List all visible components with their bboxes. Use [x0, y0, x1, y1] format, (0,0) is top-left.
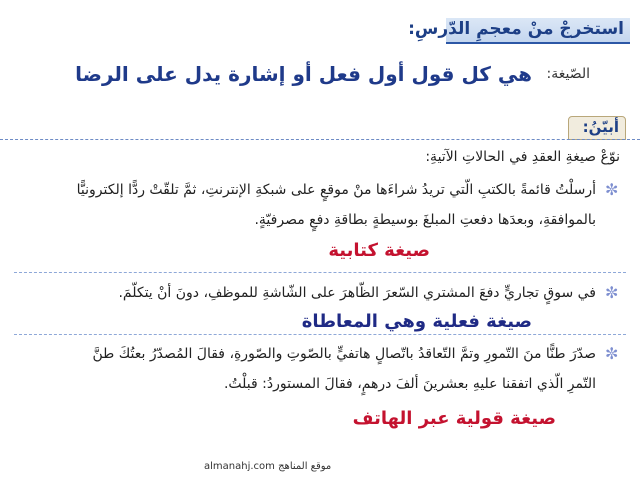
- item-1-line-2: بالموافقةِ، وبعدَها دفعتِ المبلغَ بوسيطةٍ بطاقةِ دفعٍ مصرفيّةٍ.: [254, 212, 596, 228]
- footer-watermark: موقع المناهج almanahj.com: [204, 461, 332, 472]
- item-3-answer: صيغة قولية عبر الهاتف: [352, 408, 556, 429]
- item-divider: [14, 272, 626, 273]
- header-title: استخرجْ منْ معجمِ الدّرسِ:: [408, 19, 624, 39]
- star-bullet-icon: ✼: [605, 180, 619, 199]
- item-3-line-2: التّمرِ الّذي اتفقنا عليهِ بعشرينَ ألفَ درهمٍ، فقالَ المستوردُ: قبلْتُ.: [223, 376, 596, 392]
- item-2-answer: صيغة فعلية وهي المعاطاة: [301, 311, 532, 332]
- item-1-line-1: أرسلْتُ قائمةً بالكتبِ الّتي تريدُ شراءَها منْ موقعٍ على شبكةِ الإنترنتِ، ثمَّ تلقّتْ ردًّا إلكترونيًّا: [76, 182, 596, 198]
- section-label: أبيّنُ:: [582, 118, 619, 136]
- lesson-header-banner: [408, 18, 630, 44]
- star-bullet-icon: ✼: [605, 283, 619, 302]
- definition-text: هي كل قول أول فعل أو إشارة يدل على الرضا: [75, 62, 532, 86]
- star-bullet-icon: ✼: [605, 344, 619, 363]
- instruction-text: نوّعْ صيغةِ العقدِ في الحالاتِ الآتيةِ:: [425, 149, 620, 165]
- item-3-line-1: صدّرَ طنًّا منَ التّمورِ وتمَّ التّعاقدُ باتّصالٍ هاتفيٍّ بالصّوتِ والصّورةِ، فقالَ المُصدّرُ بعتُكَ طنَّ: [92, 346, 596, 362]
- item-divider: [14, 334, 626, 335]
- item-1-answer: صيغة كتابية: [328, 240, 430, 261]
- definition-label: الصّيغة:: [546, 66, 590, 82]
- section-divider: [0, 139, 640, 140]
- section-tab: [568, 116, 626, 140]
- item-2-line-1: في سوقٍ تجاريٍّ دفعَ المشتري السّعرَ الظّاهرَ على الشّاشةِ للموظفِ، دونَ أنْ يتكلّمَ.: [118, 285, 596, 301]
